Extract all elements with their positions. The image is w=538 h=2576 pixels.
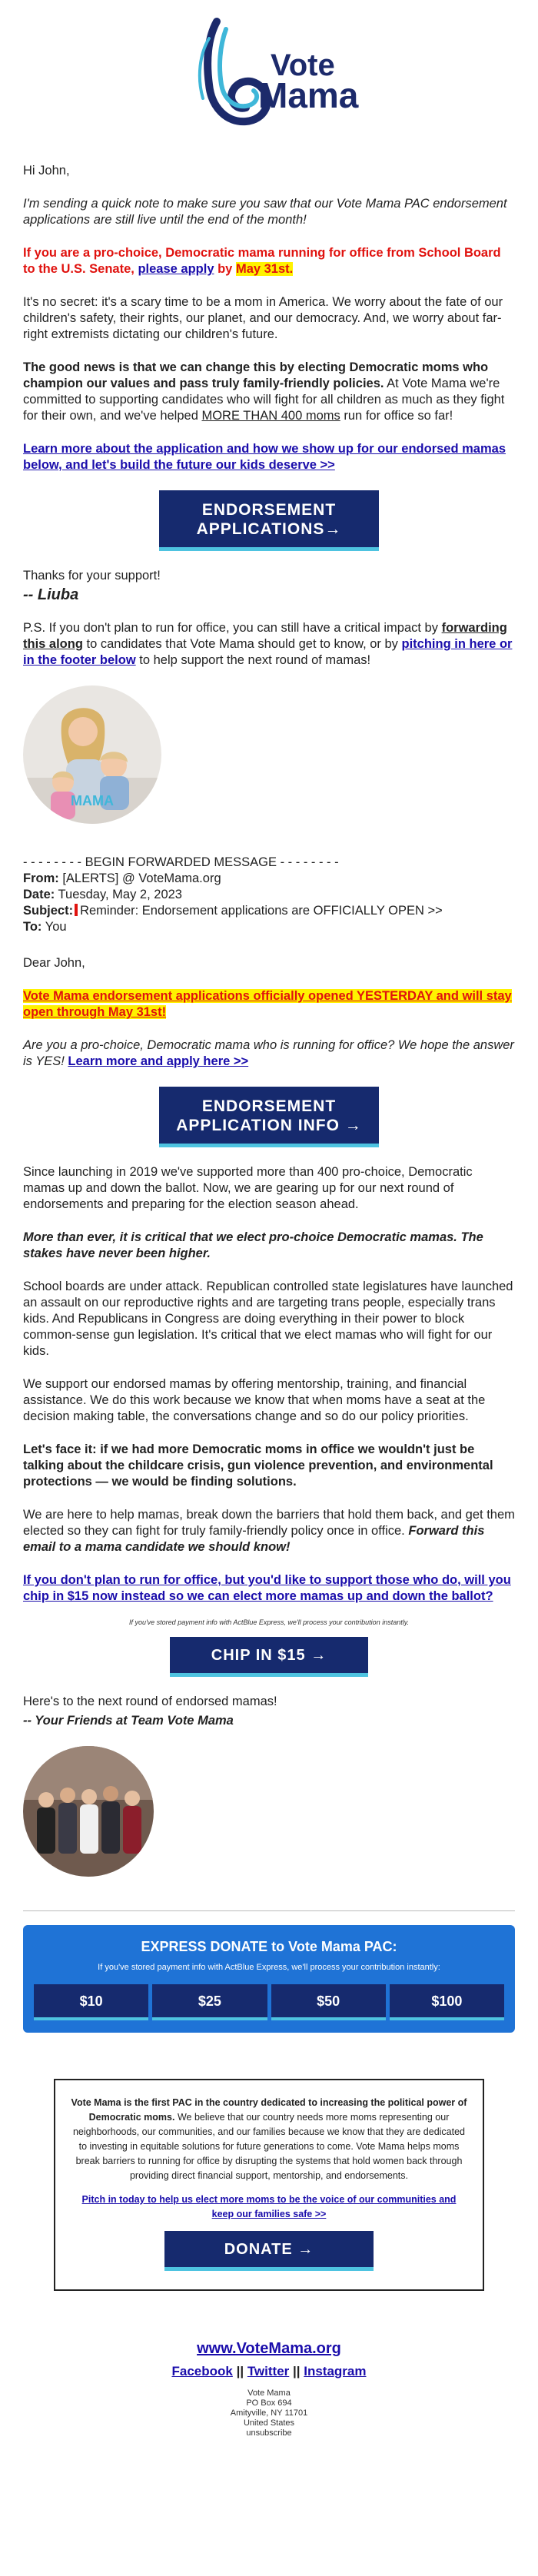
pitch-in-paragraph — [71, 2193, 467, 2222]
date-line — [23, 887, 515, 903]
signature-liuba: -- Liuba — [23, 586, 79, 603]
question-text: Are you a pro-choice, Democratic mama who is running for office? We hope the answer is YES! — [23, 1038, 514, 1068]
to-label: To: — [23, 920, 42, 934]
good-news-end: run for office so far! — [340, 409, 453, 423]
team-photo-image — [23, 1746, 154, 1877]
forward-link[interactable]: forwarding this along — [23, 621, 507, 651]
closing-signature: -- Your Friends at Team Vote Mama — [23, 1714, 234, 1728]
applications-open-paragraph — [23, 988, 515, 1021]
express-donate-subtitle: If you've stored payment info with ActBlue Express, we'll process your contribution instantly: — [98, 1963, 440, 1972]
address-country: United States — [243, 2418, 295, 2428]
family-photo-image — [23, 685, 161, 824]
help-mamas-paragraph — [23, 1507, 515, 1555]
logo-text-vote: Vote — [271, 48, 335, 82]
learn-more-link[interactable]: Learn more about the application and how we show up for our endorsed mamas below, and let's build the future our kids deserve >> — [23, 442, 506, 472]
thanks-text: Thanks for your support! — [23, 569, 161, 583]
forwarded-header: - - - - - - - - BEGIN FORWARDED MESSAGE - - - - - - - - — [23, 855, 339, 869]
ps-text-1: P.S. If you don't plan to run for office, you can still have a critical impact by — [23, 621, 442, 635]
team-photo — [23, 1746, 154, 1877]
from-line — [23, 871, 515, 887]
good-news-bold: The good news is that we can change this by electing Democratic moms who champion our values and pass truly family-friendly policies. — [23, 360, 489, 390]
please-apply-link[interactable]: please apply — [138, 262, 214, 276]
scary-time-paragraph: It's no secret: it's a scary time to be a mom in America. We worry about the fate of our children's safety, their rights, our planet, and our democracy. And, we worry about far-right extremists dictating our children's future. — [23, 295, 503, 341]
ps-paragraph — [23, 620, 515, 669]
endorsement-applications-button[interactable]: ENDORSEMENT APPLICATIONS→ — [159, 490, 379, 551]
subject-line — [23, 903, 515, 919]
actblue-note: If you've stored payment info with ActBlue Express, we'll process your contribution instantly. — [128, 1618, 410, 1626]
apply-cta-by: by — [214, 262, 236, 276]
footer — [23, 2340, 515, 2438]
mailing-address — [23, 2388, 515, 2438]
400-moms-link[interactable]: MORE THAN 400 moms — [201, 409, 340, 423]
about-text: We believe that our country needs more moms representing our neighborhoods, our communities, and our families because we know that they are dedicated to investing in equitable solutions for future generations to come. Vote Mama helps moms break barriers to running for office by disrupting the systems that hold women back through providing direct financial support, mentorship, and endorsements. — [72, 2112, 466, 2181]
section-divider — [23, 1910, 515, 1911]
from-value: [ALERTS] @ VoteMama.org — [58, 871, 221, 885]
apply-cta-paragraph — [23, 245, 515, 277]
support-paragraph: We support our endorsed mamas by offering mentorship, training, and financial assistance. We do this work because we know that when moms have a seat at the decision making table, the conversations change and so do our policy priorities. — [23, 1377, 486, 1423]
instagram-link[interactable]: Instagram — [304, 2364, 367, 2378]
donate-button-wrap — [71, 2231, 467, 2271]
subject-label: Subject: — [23, 904, 74, 918]
about-paragraph — [71, 2096, 467, 2183]
dear-john: Dear John, — [23, 956, 85, 970]
question-paragraph — [23, 1037, 515, 1070]
liuba-photo — [23, 685, 161, 824]
address-org: Vote Mama — [247, 2388, 291, 2398]
help-text: We are here to help mamas, break down the barriers that hold them back, and get them elected so they can fight for truly family-friendly policy once in office. — [23, 1508, 515, 1538]
subject-value: Reminder: Endorsement applications are OFFICIALLY OPEN >> — [80, 904, 443, 918]
forward-email-bold: Forward this email to a mama candidate we should know! — [23, 1524, 485, 1554]
about-box — [54, 2079, 484, 2291]
learn-apply-link[interactable]: Learn more and apply here >> — [68, 1054, 249, 1068]
website-link[interactable]: www.VoteMama.org — [197, 2340, 341, 2357]
to-line — [23, 919, 515, 935]
chip-in-link[interactable]: If you don't plan to run for office, but you'd like to support those who do, will you chip in $15 now instead so we can elect more mamas up and down the ballot? — [23, 1573, 511, 1603]
unsubscribe-link[interactable]: unsubscribe — [246, 2428, 292, 2438]
date-value: Tuesday, May 2, 2023 — [55, 888, 182, 901]
face-it-paragraph: Let's face it: if we had more Democratic moms in office we wouldn't just be talking about the childcare crisis, gun violence prevention, and environmental protections — we would be finding solutions. — [23, 1442, 493, 1489]
social-separator: || — [289, 2364, 304, 2378]
endorsement-button-wrap — [23, 490, 515, 551]
svg-text:MAMA: MAMA — [71, 793, 114, 808]
good-news-paragraph — [23, 360, 515, 424]
donate-25-button[interactable]: $25 — [152, 1984, 267, 2020]
social-links — [23, 2364, 515, 2379]
since-2019-paragraph: Since launching in 2019 we've supported more than 400 pro-choice, Democratic mamas up and down the ballot. Now, we are gearing up for our next round of endorsements and preparing for the election season ahead. — [23, 1165, 473, 1211]
ps-text-2: to candidates that Vote Mama should get to know, or by — [82, 637, 402, 651]
about-bold: Vote Mama is the first PAC in the country dedicated to increasing the political power of Democratic moms. — [71, 2097, 467, 2123]
deadline-highlight: May 31st. — [235, 262, 294, 276]
pitch-in-today-link[interactable]: Pitch in today to help us elect more moms to be the voice of our communities and keep our families safe >> — [81, 2194, 457, 2219]
express-donate-panel — [23, 1925, 515, 2033]
chip-in-paragraph — [23, 1572, 515, 1605]
express-donate-title: EXPRESS DONATE to Vote Mama PAC: — [141, 1939, 397, 1954]
chip-in-button-wrap — [23, 1637, 515, 1677]
donate-50-button[interactable]: $50 — [271, 1984, 386, 2020]
critical-paragraph: More than ever, it is critical that we elect pro-choice Democratic mamas. The stakes have never been higher. — [23, 1230, 483, 1260]
school-boards-paragraph: School boards are under attack. Republican controlled state legislatures have launched an assault on our reproductive rights and are targeting trans people, especially trans kids. And Republicans in Congress are doing everything in their power to block common-sense gun legislation. It's critical that we elect mamas who will fight for our kids. — [23, 1280, 513, 1358]
facebook-link[interactable]: Facebook — [171, 2364, 233, 2378]
forwarded-header-block — [23, 855, 515, 935]
from-label: From: — [23, 871, 59, 885]
donate-button[interactable]: DONATE → — [164, 2231, 374, 2271]
subject-marker-icon — [75, 904, 78, 916]
social-separator: || — [232, 2364, 247, 2378]
chip-in-15-button[interactable]: CHIP IN $15 → — [170, 1637, 368, 1677]
donate-100-button[interactable]: $100 — [390, 1984, 504, 2020]
apply-cta-text: If you are a pro-choice, Democratic mama running for office from School Board to the U.S. Senate, — [23, 246, 501, 276]
application-info-button[interactable]: ENDORSEMENT APPLICATION INFO → — [159, 1087, 379, 1147]
address-city: Amityville, NY 11701 — [230, 2408, 308, 2418]
application-info-button-wrap — [23, 1087, 515, 1147]
applications-open-headline: Vote Mama endorsement applications officially opened YESTERDAY and will stay open through May 31st! — [23, 989, 512, 1019]
logo-text-mama: Mama — [258, 75, 359, 115]
closing-text: Here's to the next round of endorsed mamas! — [23, 1695, 277, 1708]
good-news-text: At Vote Mama we're committed to supporting candidates who will fight for all children as much as they fight for their own, and we've helped — [23, 377, 505, 423]
date-label: Date: — [23, 888, 55, 901]
to-value: You — [42, 920, 67, 934]
donation-amounts — [34, 1984, 504, 2020]
vote-mama-logo[interactable] — [23, 15, 515, 146]
twitter-link[interactable]: Twitter — [247, 2364, 290, 2378]
ps-text-3: to help support the next round of mamas! — [135, 653, 371, 667]
intro-lead: I'm sending a quick note to make sure you saw that our Vote Mama PAC endorsement applications are still live until the end of the month! — [23, 197, 507, 227]
pitch-in-link[interactable]: pitching in here or in the footer below — [23, 637, 513, 667]
greeting: Hi John, — [23, 164, 70, 178]
donate-10-button[interactable]: $10 — [34, 1984, 148, 2020]
email-content — [23, 0, 515, 2438]
address-po-box: PO Box 694 — [246, 2398, 292, 2408]
learn-more-paragraph — [23, 441, 515, 473]
logo-mark-icon — [169, 15, 369, 131]
